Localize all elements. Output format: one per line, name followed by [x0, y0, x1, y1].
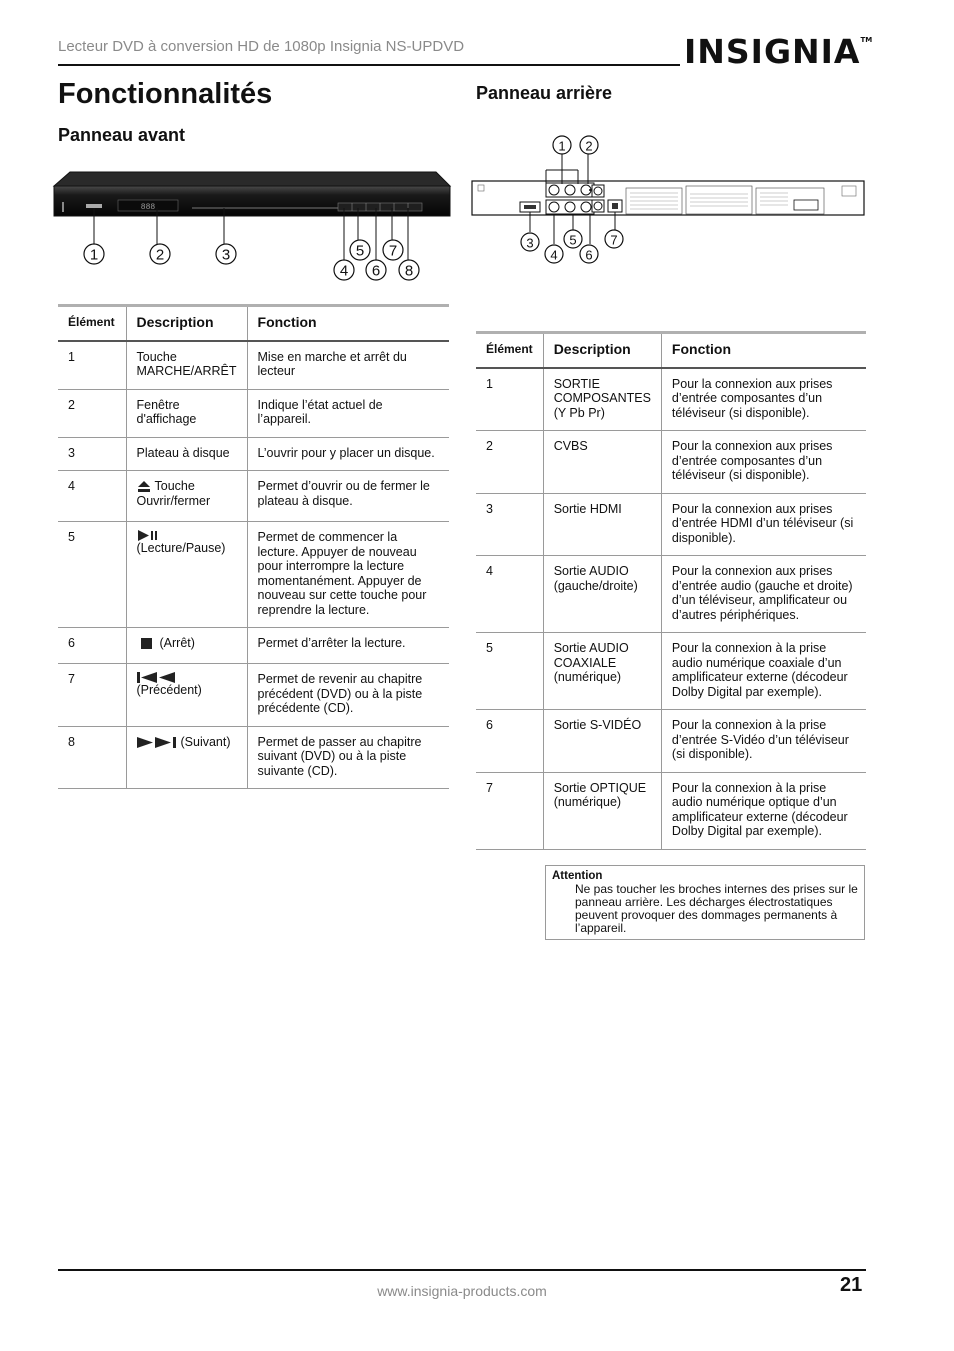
svg-text:2: 2 — [585, 138, 593, 154]
row-number: 4 — [476, 556, 543, 633]
table-header-row — [58, 306, 449, 341]
row-description: SORTIE COMPOSANTES (Y Pb Pr) — [543, 368, 661, 431]
rear-panel-heading: Panneau arrière — [476, 83, 613, 103]
rear-callout-1 — [553, 136, 571, 154]
footer-url: www.insignia-products.com — [377, 1283, 547, 1299]
rear-callout-3 — [521, 233, 539, 251]
rear-callout-4 — [545, 245, 563, 263]
row-description: Sortie OPTIQUE (numérique) — [543, 772, 661, 849]
row-function: Permet de commencer la lecture. Appuyer de nouveau pour interrompre la lecture momentanément. Appuyer de nouveau sur cette touche pour reprendre la lecture. — [247, 522, 449, 628]
eject-icon — [137, 481, 151, 492]
logo-text: INSIGNIA — [684, 32, 861, 71]
next-label: (Suivant) — [180, 734, 231, 749]
col-header-description: Description — [543, 333, 661, 368]
front-callout-5 — [350, 240, 370, 260]
row-function: Pour la connexion à la prise audio numérique optique d’un amplificateur externe (décodeur Dolby Digital par exemple). — [661, 772, 866, 849]
row-description: CVBS — [543, 431, 661, 494]
table-row — [476, 772, 866, 849]
power-button-shape — [86, 204, 102, 208]
row-description: Plateau à disque — [126, 437, 247, 471]
svg-text:6: 6 — [371, 262, 381, 280]
row-number: 8 — [58, 726, 126, 789]
svg-text:4: 4 — [339, 262, 349, 280]
table-row — [58, 389, 449, 437]
col-header-element: Élément — [476, 333, 543, 368]
table-row — [476, 493, 866, 556]
insignia-logo — [684, 32, 872, 71]
table-row — [476, 556, 866, 633]
row-description: Fenêtre d'affichage — [126, 389, 247, 437]
power-led — [62, 202, 64, 212]
front-callout-6 — [366, 260, 386, 280]
row-function: Permet de revenir au chapitre précédent (DVD) ou à la piste précédente (CD). — [247, 664, 449, 727]
front-callout-3 — [216, 244, 236, 264]
row-function: Pour la connexion aux prises d’entrée composantes d’un téléviseur (si disponible). — [661, 431, 866, 494]
row-function: Indique l’état actuel de l’appareil. — [247, 389, 449, 437]
play-pause-label: (Lecture/Pause) — [136, 541, 226, 555]
row-function: Permet d’ouvrir ou de fermer le plateau à disque. — [247, 471, 449, 522]
row-number: 2 — [58, 389, 126, 437]
front-panel-illustration — [52, 168, 452, 288]
row-function: Pour la connexion aux prises d’entrée audio (gauche et droite) d’un téléviseur, amplificateur ou d’autres périphériques. — [661, 556, 866, 633]
logo-tm: TM — [860, 36, 873, 44]
rear-panel-table — [476, 331, 866, 850]
svg-text:7: 7 — [388, 242, 398, 260]
row-function: Pour la connexion à la prise audio numérique coaxiale d’un amplificateur externe (décodeur Dolby Digital par exemple). — [661, 633, 866, 710]
row-function: Pour la connexion aux prises d’entrée composantes d’un téléviseur (si disponible). — [661, 368, 866, 431]
front-callout-1 — [84, 244, 104, 264]
table-row — [58, 726, 449, 789]
row-function: Permet d’arrêter la lecture. — [247, 628, 449, 664]
svg-text:5: 5 — [569, 232, 577, 248]
table-row — [58, 471, 449, 522]
svg-text:1: 1 — [558, 138, 566, 154]
rear-callout-5 — [564, 230, 582, 248]
row-number: 6 — [58, 628, 126, 664]
col-header-function: Fonction — [661, 333, 866, 368]
svg-text:8: 8 — [404, 262, 414, 280]
svg-text:4: 4 — [550, 247, 558, 263]
table-row — [476, 368, 866, 431]
eject-label: Touche Ouvrir/fermer — [136, 479, 211, 508]
table-row — [476, 633, 866, 710]
rear-callout-6 — [580, 245, 598, 263]
row-number: 5 — [476, 633, 543, 710]
player-front — [54, 186, 450, 216]
front-callout-4 — [334, 260, 354, 280]
row-description — [126, 664, 247, 727]
footer-rule — [58, 1269, 866, 1271]
page-number: 21 — [840, 1274, 863, 1296]
row-description: Sortie AUDIO COAXIALE (numérique) — [543, 633, 661, 710]
stop-label: (Arrêt) — [159, 636, 195, 650]
col-header-description: Description — [126, 306, 247, 341]
next-icon — [137, 737, 177, 748]
power-inlet — [842, 186, 856, 196]
attention-title: Attention — [552, 870, 603, 882]
attention-box — [545, 865, 865, 940]
row-description: Sortie AUDIO (gauche/droite) — [543, 556, 661, 633]
svg-text:3: 3 — [221, 246, 231, 264]
stop-icon — [141, 638, 152, 649]
row-number: 3 — [58, 437, 126, 471]
row-number: 4 — [58, 471, 126, 522]
row-function: Pour la connexion aux prises d’entrée HDMI d’un téléviseur (si disponible). — [661, 493, 866, 556]
col-header-function: Fonction — [247, 306, 449, 341]
attention-text: Ne pas toucher les broches internes des prises sur le panneau arrière. Les décharges électrostatiques peuvent provoquer des dommages permanents à l’appareil. — [575, 882, 858, 935]
table-row — [58, 522, 449, 628]
svg-text:3: 3 — [526, 235, 534, 251]
rear-callout-2 — [580, 136, 598, 154]
header-rule — [58, 64, 680, 66]
row-description — [126, 522, 247, 628]
col-header-element: Élément — [58, 306, 126, 341]
svg-text:5: 5 — [355, 242, 365, 260]
front-callout-2 — [150, 244, 170, 264]
row-number: 2 — [476, 431, 543, 494]
row-number: 6 — [476, 710, 543, 773]
row-function: Pour la connexion à la prise d’entrée S-Vidéo d’un téléviseur (si disponible). — [661, 710, 866, 773]
row-description — [126, 726, 247, 789]
table-header-row — [476, 333, 866, 368]
svg-text:6: 6 — [585, 247, 593, 263]
row-description: Touche MARCHE/ARRÊT — [126, 341, 247, 390]
player-top — [54, 172, 450, 186]
front-panel-table — [58, 304, 449, 789]
row-description: Sortie HDMI — [543, 493, 661, 556]
document-header-title: Lecteur DVD à conversion HD de 1080p Insignia NS-UPDVD — [58, 38, 465, 55]
svg-text:1: 1 — [89, 246, 99, 264]
row-function: L’ouvrir pour y placer un disque. — [247, 437, 449, 471]
row-number: 3 — [476, 493, 543, 556]
row-description: Sortie S-VIDÉO — [543, 710, 661, 773]
front-panel-heading: Panneau avant — [58, 125, 186, 145]
table-row — [58, 437, 449, 471]
svg-text:7: 7 — [610, 232, 618, 248]
row-number: 5 — [58, 522, 126, 628]
row-number: 1 — [58, 341, 126, 390]
front-callout-8 — [399, 260, 419, 280]
row-function: Mise en marche et arrêt du lecteur — [247, 341, 449, 390]
rear-callout-7 — [605, 230, 623, 248]
play-pause-icon — [137, 530, 159, 541]
rear-spec-label — [686, 186, 752, 214]
page-title: Fonctionnalités — [58, 78, 273, 110]
table-row — [476, 431, 866, 494]
table-row — [58, 341, 449, 390]
row-number: 7 — [58, 664, 126, 727]
table-row — [58, 628, 449, 664]
front-callout-7 — [383, 240, 403, 260]
row-description — [126, 628, 247, 664]
row-number: 1 — [476, 368, 543, 431]
row-description — [126, 471, 247, 522]
table-row — [476, 710, 866, 773]
row-number: 7 — [476, 772, 543, 849]
previous-label: (Précédent) — [136, 683, 202, 697]
table-row — [58, 664, 449, 727]
display-digits: 888 — [140, 203, 156, 212]
previous-icon — [137, 672, 177, 683]
svg-text:2: 2 — [155, 246, 165, 264]
row-function: Permet de passer au chapitre suivant (DVD) ou à la piste suivante (CD). — [247, 726, 449, 789]
rear-panel-illustration — [468, 130, 868, 270]
